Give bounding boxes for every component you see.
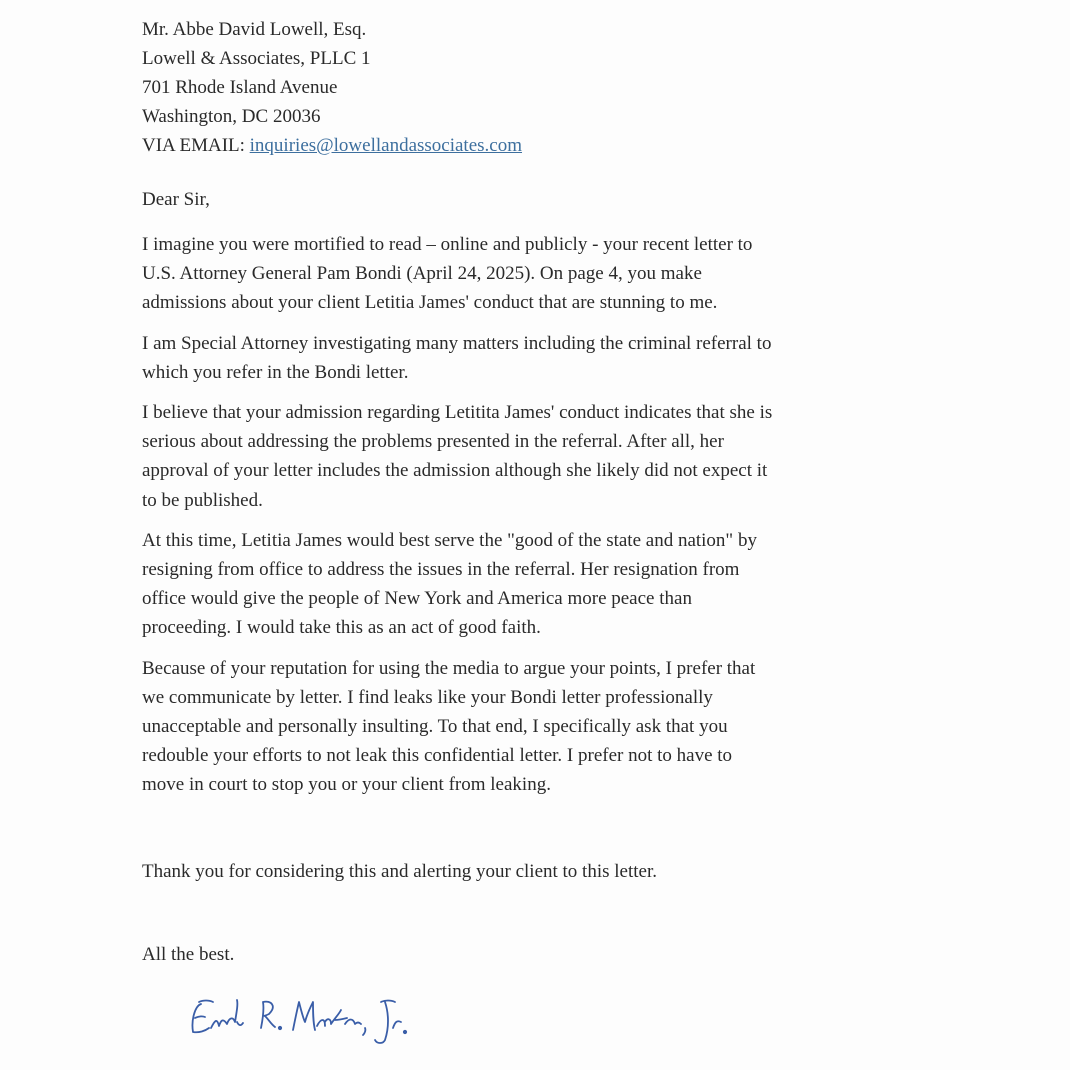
paragraph-line: we communicate by letter. I find leaks like your Bondi letter professionally bbox=[142, 686, 713, 708]
paragraph-line: redouble your efforts to not leak this confidential letter. I prefer not to have to bbox=[142, 745, 733, 767]
paragraph-line: move in court to stop you or your client from leaking. bbox=[142, 774, 551, 796]
email-prefix: VIA EMAIL: bbox=[142, 135, 245, 156]
letter-body bbox=[142, 230, 882, 800]
handwritten-signature bbox=[185, 990, 415, 1055]
paragraph-line: unacceptable and personally insulting. To that end, I specifically ask that you bbox=[142, 716, 728, 738]
recipient-firm: Lowell & Associates, PLLC 1 bbox=[142, 48, 371, 69]
paragraph-line: approval of your letter includes the admission although she likely did not expect it bbox=[142, 460, 768, 482]
recipient-city: Washington, DC 20036 bbox=[142, 106, 321, 127]
closing-line: All the best. bbox=[142, 944, 235, 965]
signature-image bbox=[185, 990, 415, 1050]
paragraph-line: serious about addressing the problems presented in the referral. After all, her bbox=[142, 431, 724, 453]
paragraph-2 bbox=[142, 329, 882, 387]
paragraph-1 bbox=[142, 230, 882, 318]
recipient-street: 701 Rhode Island Avenue bbox=[142, 77, 338, 98]
paragraph-line: I imagine you were mortified to read – online and publicly - your recent letter to bbox=[142, 234, 753, 255]
paragraph-line: U.S. Attorney General Pam Bondi (April 24, 2025). On page 4, you make bbox=[142, 263, 702, 285]
paragraph-line: office would give the people of New York and America more peace than bbox=[142, 588, 692, 610]
paragraph-line: to be published. bbox=[142, 489, 263, 511]
salutation: Dear Sir, bbox=[142, 189, 210, 210]
paragraph-line: which you refer in the Bondi letter. bbox=[142, 361, 409, 383]
paragraph-line: resigning from office to address the issues in the referral. Her resignation from bbox=[142, 559, 740, 581]
recipient-email-line bbox=[142, 131, 882, 160]
paragraph-line: Because of your reputation for using the media to argue your points, I prefer that bbox=[142, 657, 756, 679]
email-link[interactable]: inquiries@lowellandassociates.com bbox=[249, 135, 523, 156]
recipient-address-block bbox=[142, 15, 882, 160]
paragraph-line: I am Special Attorney investigating many matters including the criminal referral to bbox=[142, 332, 772, 354]
paragraph-line: I believe that your admission regarding Letitita James' conduct indicates that she is bbox=[142, 402, 773, 424]
paragraph-line: At this time, Letitia James would best serve the "good of the state and nation" by bbox=[142, 529, 757, 551]
paragraph-3 bbox=[142, 398, 882, 515]
paragraph-line: proceeding. I would take this as an act of good faith. bbox=[142, 617, 541, 639]
paragraph-4 bbox=[142, 526, 882, 643]
recipient-name: Mr. Abbe David Lowell, Esq. bbox=[142, 19, 367, 40]
paragraph-line: admissions about your client Letitia James' conduct that are stunning to me. bbox=[142, 292, 718, 314]
thanks-line: Thank you for considering this and alerting your client to this letter. bbox=[142, 861, 657, 882]
paragraph-5 bbox=[142, 654, 882, 800]
